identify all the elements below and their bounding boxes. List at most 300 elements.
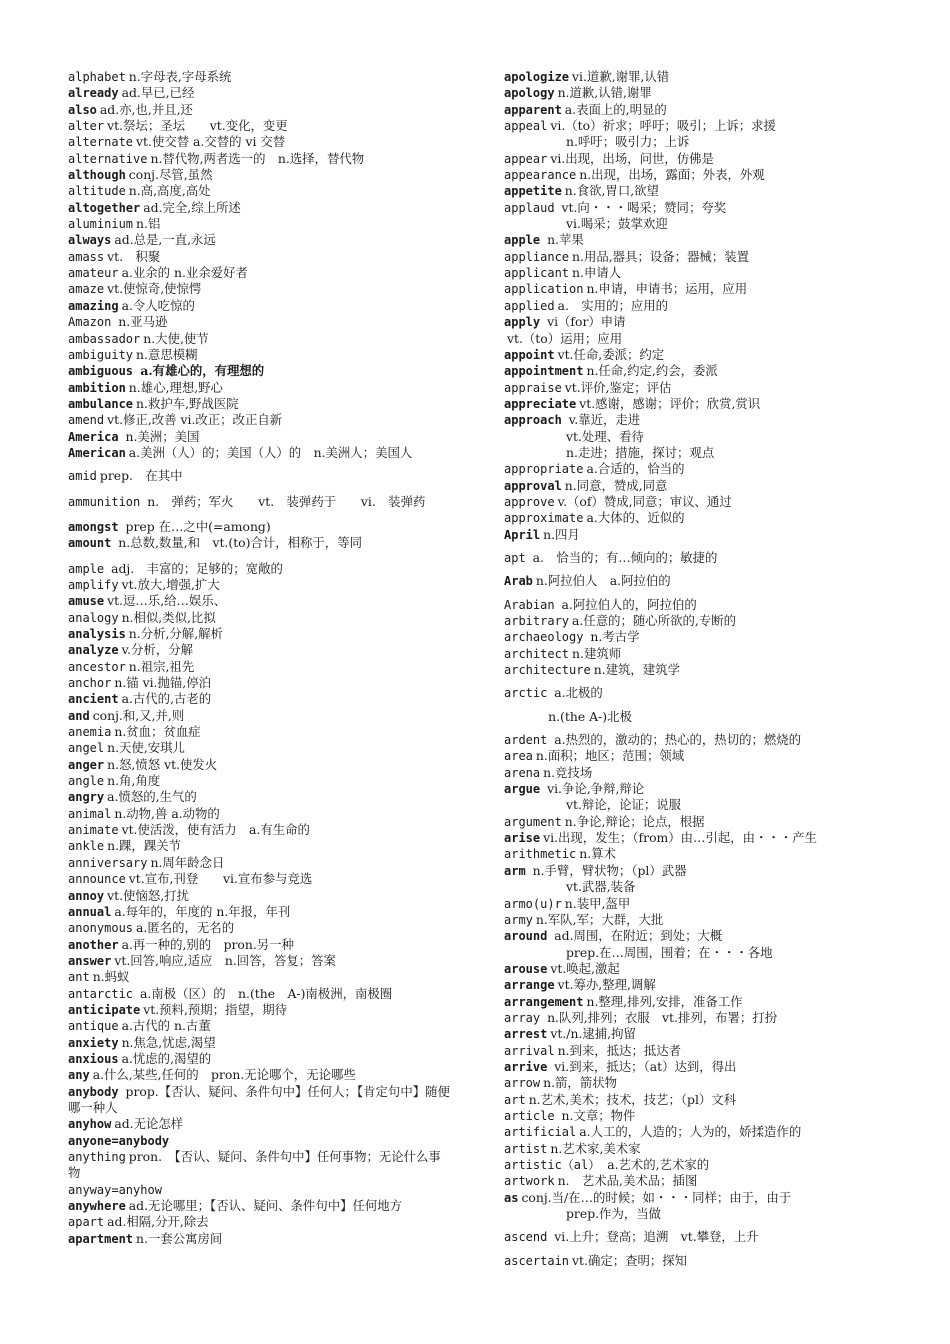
- definition: a.再一种的,别的 pron.另一种: [121, 936, 294, 952]
- vocab-entry: [68, 535, 450, 551]
- headword: as: [504, 1190, 519, 1205]
- definition: vt.向・・・喝采；赞同；夸奖: [557, 199, 727, 215]
- headword: approach: [504, 413, 562, 428]
- headword: arbitrary: [504, 614, 570, 628]
- headword: also: [68, 102, 97, 117]
- vocab-entry: [504, 732, 876, 748]
- vocab-entry: [504, 167, 876, 183]
- headword: ample: [68, 561, 105, 576]
- vocab-entry: [68, 1051, 450, 1067]
- definition: n.高,高度,高处: [128, 183, 211, 199]
- headword: approximate: [504, 511, 584, 526]
- vocab-entry: [68, 151, 450, 167]
- headword: ant: [68, 970, 90, 985]
- vocab-entry: [504, 781, 876, 814]
- definition-continuation: n.呼吁；吸引力；上诉: [566, 134, 690, 150]
- vocab-entry: [504, 1010, 876, 1026]
- headword: appreciate: [504, 396, 577, 411]
- vocab-entry: [68, 724, 450, 740]
- vocab-entry: [68, 1084, 450, 1117]
- headword: angry: [68, 790, 105, 805]
- headword: arrangement: [504, 994, 584, 1009]
- vocab-entry: [68, 347, 450, 363]
- definition: vt.预料,预期；指望，期待: [143, 1001, 288, 1017]
- vocab-entry: [504, 646, 876, 662]
- vocab-entry: [68, 773, 450, 789]
- definition: a.艺术的,艺术家的: [603, 1157, 710, 1172]
- headword: article: [504, 1108, 555, 1123]
- headword: archaeology: [504, 630, 584, 645]
- headword: apart: [68, 1215, 105, 1230]
- vocab-entry: [68, 838, 450, 854]
- headword: anemia: [68, 725, 112, 740]
- vocab-entry: [68, 1149, 450, 1182]
- vocab-entry: [68, 1214, 450, 1230]
- definition: n.出现，出场，露面；外表，外观: [579, 167, 765, 183]
- vocab-entry: [68, 1231, 450, 1247]
- headword: arena: [504, 765, 541, 780]
- vocab-entry: [504, 249, 876, 265]
- vocab-entry: [68, 1116, 450, 1132]
- definition: n.救护车,野战医院: [136, 395, 239, 411]
- definition: n.总数,数量,和 vt.(to)合计，相称于，等同: [114, 535, 362, 551]
- vocab-entry: [68, 216, 450, 232]
- vocab-entry: [504, 314, 876, 330]
- definition: n.字母表,字母系统: [128, 69, 232, 84]
- definition: a. 实用的；应用的: [557, 297, 669, 313]
- headword: amaze: [68, 282, 105, 297]
- vocab-entry: [68, 1182, 450, 1198]
- headword: anywhere: [68, 1199, 126, 1214]
- vocab-entry: [504, 550, 876, 566]
- definition: n.艺术,美术；技术，技艺；（pl）文科: [528, 1091, 737, 1107]
- headword: anyhow: [68, 1117, 112, 1132]
- definition: conj.和,又,并,则: [92, 707, 185, 723]
- definition: a.北极的: [550, 685, 603, 701]
- definition-continuation: vt.武器,装备: [566, 879, 636, 895]
- vocab-entry: [504, 977, 876, 993]
- vocab-entry: [504, 1253, 876, 1269]
- vocab-entry: [68, 519, 450, 535]
- definition: n.面积；地区；范围；领域: [535, 748, 685, 764]
- headword: amuse: [68, 594, 105, 609]
- definition: a.人工的，人造的；人为的，娇揉造作的: [579, 1124, 802, 1140]
- vocab-entry: [68, 986, 450, 1002]
- definition: n.雄心,理想,野心: [128, 379, 223, 395]
- vocab-entry: [504, 412, 876, 461]
- headword: army: [504, 912, 533, 927]
- vocab-entry: [504, 363, 876, 379]
- headword: Amazon: [68, 315, 112, 330]
- definition: n.焦急,忧虑,渴望: [121, 1034, 216, 1050]
- headword: arise: [504, 831, 541, 846]
- vocab-entry: [504, 1190, 876, 1223]
- vocab-entry: [504, 69, 876, 85]
- vocab-entry: [504, 331, 876, 347]
- headword: ambition: [68, 380, 126, 395]
- headword: apologize: [504, 70, 570, 84]
- definition: n.怒,愤怒 vt.使发火: [107, 756, 218, 772]
- headword: armo(u)r: [504, 896, 562, 911]
- definition: a.有雄心的，有理想的: [136, 363, 265, 379]
- definition: n.考古学: [586, 629, 640, 645]
- definition: vi.争论,争辩,辩论: [543, 781, 645, 797]
- headword: ambulance: [68, 396, 134, 411]
- definition: n.分析,分解,解析: [128, 626, 223, 641]
- headword: artistic（al）: [504, 1158, 601, 1172]
- definition: conj.尽管,虽然: [128, 167, 213, 183]
- headword: anticipate: [68, 1002, 141, 1017]
- vocab-entry: [504, 118, 876, 151]
- definition: vi（for）申请: [543, 314, 626, 330]
- headword: appeal: [504, 119, 548, 134]
- definition: n.苹果: [543, 232, 584, 248]
- definition: n.算术: [579, 846, 616, 862]
- definition: n.军队,军；大群，大批: [535, 911, 664, 927]
- definition: vt.修正,改善 vi.改正；改正自新: [107, 412, 283, 428]
- vocab-entry: [504, 830, 876, 846]
- headword: applied: [504, 298, 555, 313]
- definition-continuation: prep.在…周围，围着；在・・・各地: [566, 944, 773, 960]
- definition: a.什么,某些,任何的 pron.无论哪个，无论哪些: [92, 1067, 356, 1083]
- vocab-entry: [68, 904, 450, 920]
- headword: argue: [504, 782, 541, 797]
- vocab-entry: [504, 232, 876, 248]
- definition: ad.无论怎样: [114, 1116, 184, 1132]
- headword: anxiety: [68, 1035, 119, 1050]
- definition: vt. 积聚: [107, 248, 161, 264]
- headword: array: [504, 1010, 541, 1025]
- vocab-entry: [68, 429, 450, 445]
- vocab-entry: [68, 969, 450, 985]
- left-column: [68, 69, 450, 1247]
- vocab-entry: [68, 871, 450, 887]
- vocab-entry: [504, 1173, 876, 1189]
- headword: anxious: [68, 1051, 119, 1066]
- definition: n.四月: [543, 526, 580, 542]
- headword: analysis: [68, 627, 126, 641]
- definition: vt.感谢，感谢；评价；欣赏,赏识: [579, 395, 761, 411]
- headword: aluminium: [68, 217, 134, 232]
- definition: n.动物,兽 a.动物的: [114, 805, 220, 821]
- vocab-entry: [504, 846, 876, 862]
- vocab-entry: [504, 912, 876, 928]
- headword: arrival: [504, 1043, 555, 1058]
- vocab-entry: [68, 740, 450, 756]
- definition-continuation: vt.处理、看待: [566, 428, 644, 444]
- vocab-entry: [504, 573, 876, 589]
- headword: arrange: [504, 978, 555, 993]
- definition: n.美洲；美国: [121, 428, 200, 444]
- definition: n.箭，箭状物: [543, 1075, 617, 1091]
- definition: a.合适的，恰当的: [586, 461, 685, 477]
- vocab-entry: [504, 928, 876, 961]
- headword: arctic: [504, 686, 548, 701]
- headword: ambassador: [68, 331, 141, 346]
- headword: answer: [68, 953, 112, 968]
- definition: prep. 在其中: [99, 468, 183, 484]
- vocab-entry: [68, 314, 450, 330]
- headword: amount: [68, 536, 112, 551]
- headword: anonymous: [68, 921, 134, 936]
- definition: vi.上升；登高；追溯 vt.攀登，上升: [550, 1229, 759, 1245]
- definition: vt.放大,增强,扩大: [121, 576, 220, 592]
- vocab-entry: [68, 167, 450, 183]
- definition: n.用品,器具；设备；器械；装置: [572, 248, 749, 264]
- vocab-entry: [504, 347, 876, 363]
- definition: a.匿名的，无名的: [136, 920, 235, 936]
- vocab-entry: [504, 281, 876, 297]
- definition: prep 在…之中(=among): [121, 518, 271, 534]
- vocab-entry: [68, 183, 450, 199]
- vocab-entry: [504, 396, 876, 412]
- definition: n.踝，踝关节: [107, 838, 181, 854]
- headword: altitude: [68, 184, 126, 199]
- definition: adj. 丰富的；足够的；宽敞的: [107, 560, 283, 576]
- definition: n.文章；物件: [557, 1107, 636, 1123]
- definition: ad.总是,一直,永远: [114, 232, 216, 248]
- headword: anyone=anybody: [68, 1133, 170, 1148]
- definition: a.热烈的，激动的；热心的，热切的；燃烧的: [550, 732, 802, 748]
- definition: vt.确定；查明；探知: [572, 1252, 688, 1268]
- vocab-entry: [68, 691, 450, 707]
- vocab-entry: [504, 265, 876, 281]
- headword: applaud: [504, 200, 555, 215]
- vocab-entry: [504, 896, 876, 912]
- definition: n.替代物,两者选一的 n.选择，替代物: [150, 150, 365, 166]
- vocab-entry: [68, 1035, 450, 1051]
- definition: vt.筹办,整理,调解: [557, 977, 656, 993]
- vocab-entry: [68, 468, 450, 484]
- definition: n.任命,约定,约会，委派: [586, 363, 718, 379]
- vocab-entry: [68, 1133, 450, 1149]
- vocab-entry: [504, 298, 876, 314]
- vocab-entry: [504, 961, 876, 977]
- vocab-entry: [504, 1075, 876, 1091]
- vocab-entry: [68, 1002, 450, 1018]
- definition: n.(the A-)北极: [507, 708, 632, 724]
- vocab-entry: [504, 709, 876, 725]
- definition: a.每年的，年度的 n.年报，年刊: [114, 903, 291, 919]
- definition: n.周年龄念日: [150, 854, 225, 870]
- vocab-entry: [504, 1124, 876, 1140]
- definition: pron. 【否认、疑问、条件句中】任何事物；无论什么事物: [68, 1149, 441, 1181]
- vocab-entry: [68, 953, 450, 969]
- vocab-entry: [68, 577, 450, 593]
- vocab-entry: [68, 789, 450, 805]
- headword: ancient: [68, 692, 119, 707]
- definition: a.南极（区）的 n.(the A-)南极洲，南极圈: [136, 985, 393, 1001]
- definition: vi.出现，出场，问世，仿佛是: [550, 150, 714, 166]
- definition: n.相似,类似,比拟: [121, 609, 216, 625]
- headword: artist: [504, 1141, 548, 1156]
- headword: alternate: [68, 135, 134, 150]
- definition: vt.使活泼，使有活力 a.有生命的: [121, 822, 310, 838]
- vocab-entry: [68, 298, 450, 314]
- headword: analyze: [68, 643, 119, 658]
- definition: vt.回答,响应,适应 n.回答，答复；答案: [114, 952, 336, 968]
- headword: approve: [504, 494, 555, 509]
- headword: arrive: [504, 1059, 548, 1074]
- headword: angel: [68, 741, 105, 756]
- vocab-entry: [504, 151, 876, 167]
- definition: vt.任命,委派；约定: [557, 346, 665, 362]
- vocab-entry: [68, 610, 450, 626]
- definition: n.大使,使节: [143, 330, 209, 346]
- definition: vt.使交替 a.交替的 vi 交替: [136, 134, 286, 150]
- vocab-entry: [68, 822, 450, 838]
- headword: application: [504, 282, 584, 297]
- headword: analogy: [68, 610, 119, 625]
- headword: and: [68, 708, 90, 723]
- headword: arithmetic: [504, 847, 577, 862]
- vocab-entry: [68, 494, 450, 510]
- headword: anything: [68, 1150, 126, 1164]
- vocab-entry: [504, 380, 876, 396]
- definition: v.分析，分解: [121, 642, 193, 658]
- headword: annual: [68, 904, 112, 919]
- definition: n.建筑师: [572, 645, 622, 661]
- headword: angle: [68, 774, 105, 789]
- headword: American: [68, 445, 126, 460]
- vocab-entry: [68, 249, 450, 265]
- definition: n.意思模糊: [136, 346, 198, 362]
- headword: alter: [68, 119, 105, 134]
- headword: ardent: [504, 733, 548, 748]
- definition: vt.逗…乐,给…娱乐、: [107, 593, 227, 609]
- headword: arrow: [504, 1076, 541, 1091]
- headword: appoint: [504, 347, 555, 362]
- definition: prop.【否认、疑问、条件句中】任何人；【肯定句中】随便哪一种人: [68, 1083, 450, 1115]
- definition: n.锚 vi.抛锚,停泊: [114, 675, 212, 691]
- definition: vt.（to）运用；应用: [507, 330, 623, 346]
- vocab-entry: [68, 380, 450, 396]
- definition: n.铝: [136, 216, 161, 232]
- definition: vt.使惊奇,使惊愕: [107, 281, 202, 297]
- vocab-entry: [68, 200, 450, 216]
- headword: apology: [504, 86, 555, 101]
- definition: n.食欲,胃口,欲望: [564, 183, 659, 199]
- vocab-entry: [504, 597, 876, 613]
- vocab-entry: [504, 863, 876, 896]
- headword: apply: [504, 315, 541, 330]
- definition: n.道歉,认错,谢罪: [557, 85, 652, 101]
- vocab-entry: [68, 281, 450, 297]
- headword: announce: [68, 872, 126, 887]
- vocab-entry: [504, 1108, 876, 1124]
- definition: n.亚马逊: [114, 314, 168, 330]
- headword: antique: [68, 1019, 119, 1034]
- headword: architect: [504, 646, 570, 661]
- definition: n. 弹药；军火 vt. 装弹药于 vi. 装弹药: [143, 493, 426, 509]
- definition: v.（of）赞成,同意；审议、通过: [557, 493, 732, 509]
- vocab-entry: [68, 708, 450, 724]
- headword: ascend: [504, 1230, 548, 1245]
- vocab-entry: [68, 102, 450, 118]
- definition: ad.早已,已经: [121, 85, 195, 101]
- headword: alphabet: [68, 70, 126, 84]
- headword: arm: [504, 863, 526, 878]
- vocab-entry: [68, 937, 450, 953]
- headword: antarctic: [68, 986, 134, 1001]
- definition: n.祖宗,祖先: [128, 658, 195, 674]
- headword: art: [504, 1092, 526, 1107]
- headword: amazing: [68, 298, 119, 313]
- vocab-entry: [68, 331, 450, 347]
- definition: n.手臂，臂状物；（pl）武器: [528, 862, 687, 878]
- headword: arrest: [504, 1027, 548, 1042]
- definition: n.一套公寓房间: [136, 1230, 223, 1246]
- definition-continuation: prep.作为，当做: [566, 1206, 662, 1222]
- vocab-entry: [504, 662, 876, 678]
- headword: ambiguity: [68, 347, 134, 362]
- definition: vi.道歉,谢罪,认错: [572, 69, 670, 84]
- vocab-entry: [504, 200, 876, 233]
- vocab-entry: [504, 85, 876, 101]
- definition: a.美洲（人）的；美国（人）的 n.美洲人；美国人: [128, 444, 413, 460]
- headword: applicant: [504, 266, 570, 281]
- definition: ad.周围，在附近；到处；大概: [550, 928, 723, 944]
- definition: n.到来，抵达；抵达者: [557, 1042, 682, 1058]
- definition: n.阿拉伯人 a.阿拉伯的: [535, 573, 671, 589]
- headword: animal: [68, 806, 112, 821]
- vocab-entry: [504, 814, 876, 830]
- headword: apparent: [504, 102, 562, 117]
- vocab-entry: [504, 461, 876, 477]
- definition-continuation: vt.辩论，论证；说服: [566, 797, 682, 813]
- headword: amplify: [68, 577, 119, 592]
- definition: vt.祭坛；圣坛 vt.变化，变更: [107, 118, 288, 134]
- vocab-entry: [68, 888, 450, 904]
- definition: vt.唤起,激起: [550, 960, 620, 976]
- vocab-entry: [68, 659, 450, 675]
- right-column: [504, 69, 876, 1269]
- definition: a.古代的 n.古董: [121, 1018, 211, 1034]
- vocab-entry: [504, 994, 876, 1010]
- headword: appointment: [504, 364, 584, 379]
- vocab-entry: [68, 69, 450, 85]
- vocab-entry: [504, 1092, 876, 1108]
- vocab-entry: [68, 593, 450, 609]
- definition: n.竞技场: [543, 764, 593, 780]
- headword: arouse: [504, 961, 548, 976]
- headword: Arabian: [504, 597, 555, 612]
- definition: a. 恰当的；有…倾向的；敏捷的: [528, 549, 718, 565]
- vocab-entry: [504, 1157, 876, 1173]
- vocab-entry: [68, 626, 450, 642]
- headword: alternative: [68, 151, 148, 166]
- headword: artwork: [504, 1174, 555, 1189]
- headword: appraise: [504, 380, 562, 395]
- headword: Arab: [504, 574, 533, 589]
- headword: any: [68, 1068, 90, 1083]
- vocab-entry: [68, 134, 450, 150]
- definition: vi.出现，发生；（from）由…引起，由・・・产生: [543, 830, 817, 846]
- vocab-entry: [68, 1018, 450, 1034]
- definition: vt./n.逮捕,拘留: [550, 1026, 636, 1042]
- definition: ad.相隔,分开,除去: [107, 1214, 209, 1230]
- headword: anchor: [68, 676, 112, 691]
- definition: a.业余的 n.业余爱好者: [121, 265, 248, 281]
- headword: area: [504, 749, 533, 764]
- headword: ankle: [68, 839, 105, 854]
- vocab-entry: [504, 527, 876, 543]
- definition: a.阿拉伯人的，阿拉伯的: [557, 596, 697, 612]
- vocab-entry: [68, 642, 450, 658]
- headword: anniversary: [68, 855, 148, 870]
- definition: n.争论,辩论；论点，根据: [564, 813, 705, 829]
- definition: n.同意，赞成,同意: [564, 477, 668, 493]
